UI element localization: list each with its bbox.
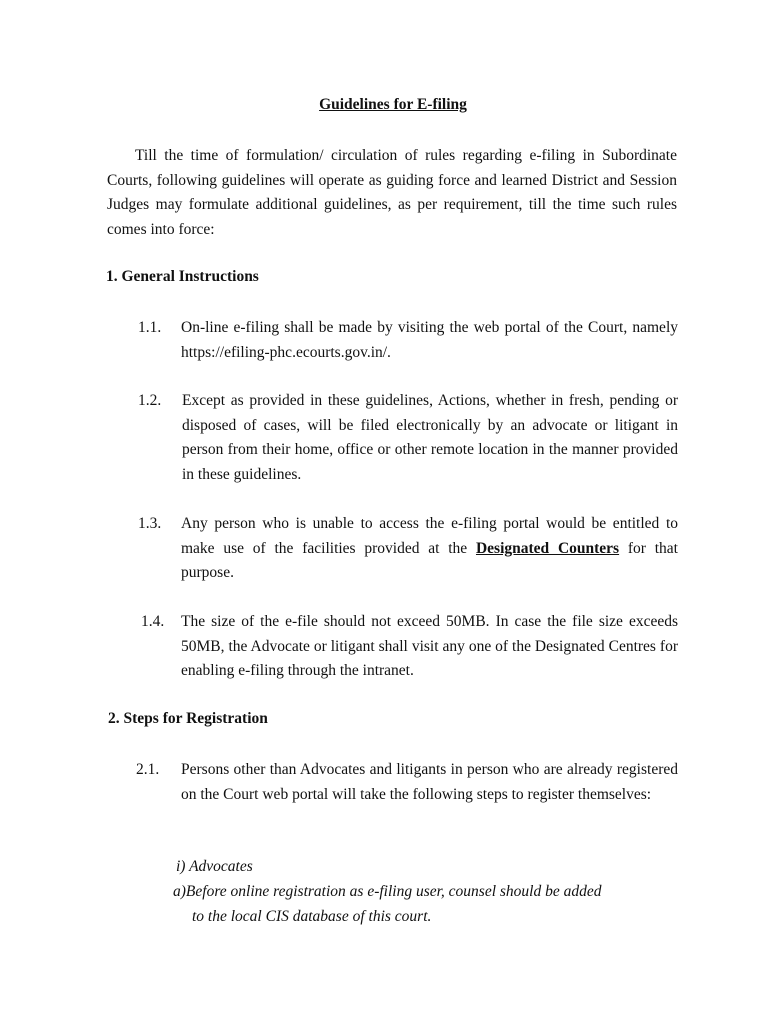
section-heading-steps-for-registration: 2. Steps for Registration — [108, 710, 268, 727]
sub-list-item — [173, 880, 693, 929]
intro-paragraph: Till the time of formulation/ circulation of rules regarding e-filing in Subordinate Courts, following guidelines will operate as guiding force and learned District and Session Judges may formulate additional guidelines, as per requirement, till the time such rules comes into force: — [107, 147, 677, 238]
sub-heading-advocates: i) Advocates — [176, 858, 253, 875]
item-text: The size of the e-file should not exceed 50MB. In case the file size exceeds 50MB, the Advocate or litigant shall visit any one of the Designated Centres for enabling e-filing through the intranet. — [181, 613, 678, 680]
item-number: 1.4. — [141, 613, 165, 630]
item-text-before: Any person who is unable to access the e-filing portal would be entitled to make use of the facilities provided at the — [181, 515, 678, 557]
item-number: 1.1. — [138, 319, 162, 336]
sub-item-text-line-2: to the local CIS database of this court. — [192, 907, 432, 925]
item-text — [181, 512, 678, 586]
item-number: 1.2. — [138, 392, 162, 409]
list-item — [141, 610, 678, 684]
sub-item-marker: a) — [173, 883, 186, 900]
item-text: Except as provided in these guidelines, Actions, whether in fresh, pending or disposed of cases, will be filed electronically by an advocate or litigant in person from their home, office or other remote location in the manner provided in these guidelines. — [182, 392, 678, 483]
list-item — [138, 389, 678, 487]
item-number: 2.1. — [136, 761, 160, 778]
list-item — [138, 512, 678, 586]
list-item — [136, 758, 678, 807]
item-number: 1.3. — [138, 515, 162, 532]
sub-item-line-1 — [173, 880, 693, 905]
sub-item-text-line-1: Before online registration as e-filing user, counsel should be added — [185, 883, 602, 900]
designated-counters-emphasis: Designated Counters — [475, 539, 620, 557]
item-text: Persons other than Advocates and litigants in person who are already registered on the Court web portal will take the following steps to register themselves: — [181, 761, 678, 803]
document-title: Guidelines for E-filing — [319, 96, 467, 113]
item-text: On-line e-filing shall be made by visiting the web portal of the Court, namely https://efiling-phc.ecourts.gov.in/. — [181, 319, 678, 361]
item-text-after: for that purpose. — [181, 539, 678, 582]
section-heading-general-instructions: 1. General Instructions — [106, 268, 259, 285]
list-item — [138, 316, 678, 365]
